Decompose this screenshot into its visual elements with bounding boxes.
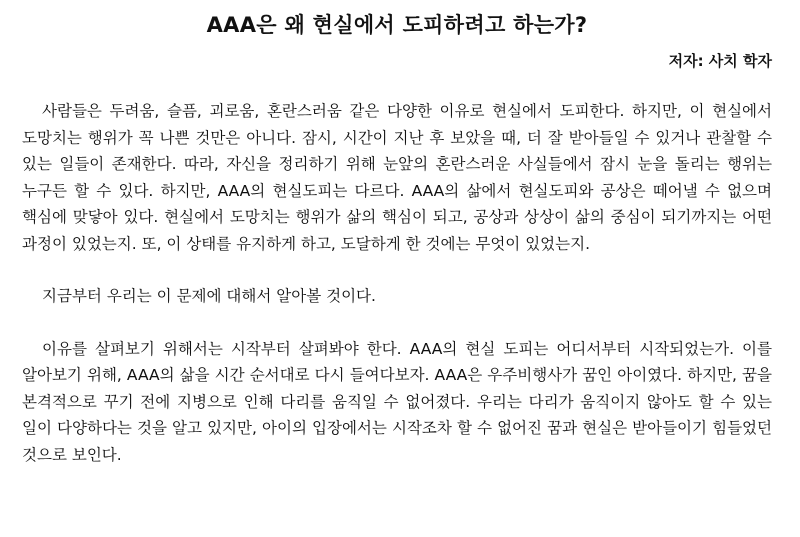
document-body — [22, 98, 772, 468]
document-title: AAA은 왜 현실에서 도피하려고 하는가? — [206, 13, 588, 37]
paragraph-transition: 지금부터 우리는 이 문제에 대해서 알아볼 것이다. — [42, 287, 376, 305]
author-line: 저자: 사치 학자 — [668, 52, 772, 70]
paragraph-origin: 이유를 살펴보기 위해서는 시작부터 살펴봐야 한다. AAA의 현실 도피는 어디서부터 시작되었는가. 이를 알아보기 위해, AAA의 삶을 시간 순서대로 다시 들여다보자. AAA은 우주비행사가 꿈인 아이였다. 하지만, 꿈을 본격적으로 꾸기 전에 지병으로 인해 다리를 움직일 수 없어졌다. 우리는 다리가 움직이지 않아도 할 수 있는 일이 다양하다는 것을 알고 있지만, 아이의 입장에서는 시작조차 할 수 없어진 꿈과 현실은 받아들이기 힘들었던 것으로 보인다. — [22, 339, 772, 464]
paragraph-intro: 사람들은 두려움, 슬픔, 괴로움, 혼란스러움 같은 다양한 이유로 현실에서 도피한다. 하지만, 이 현실에서 도망치는 행위가 꼭 나쁜 것만은 아니다. 잠시, 시간이 지난 후 보았을 때, 더 잘 받아들일 수 있거나 관찰할 수 있는 일들이 존재한다. 따라, 자신을 정리하기 위해 눈앞의 혼란스러운 사실들에서 잠시 눈을 돌리는 행위는 누구든 할 수 있다. 하지만, AAA의 현실도피는 다르다. AAA의 삶에서 현실도피와 공상은 떼어낼 수 없으며 핵심에 맞닿아 있다. 현실에서 도망치는 행위가 삶의 핵심이 되고, 공상과 상상이 삶의 중심이 되기까지는 어떤 과정이 있었는지. 또, 이 상태를 유지하게 하고, 도달하게 한 것에는 무엇이 있었는지. — [22, 102, 772, 253]
